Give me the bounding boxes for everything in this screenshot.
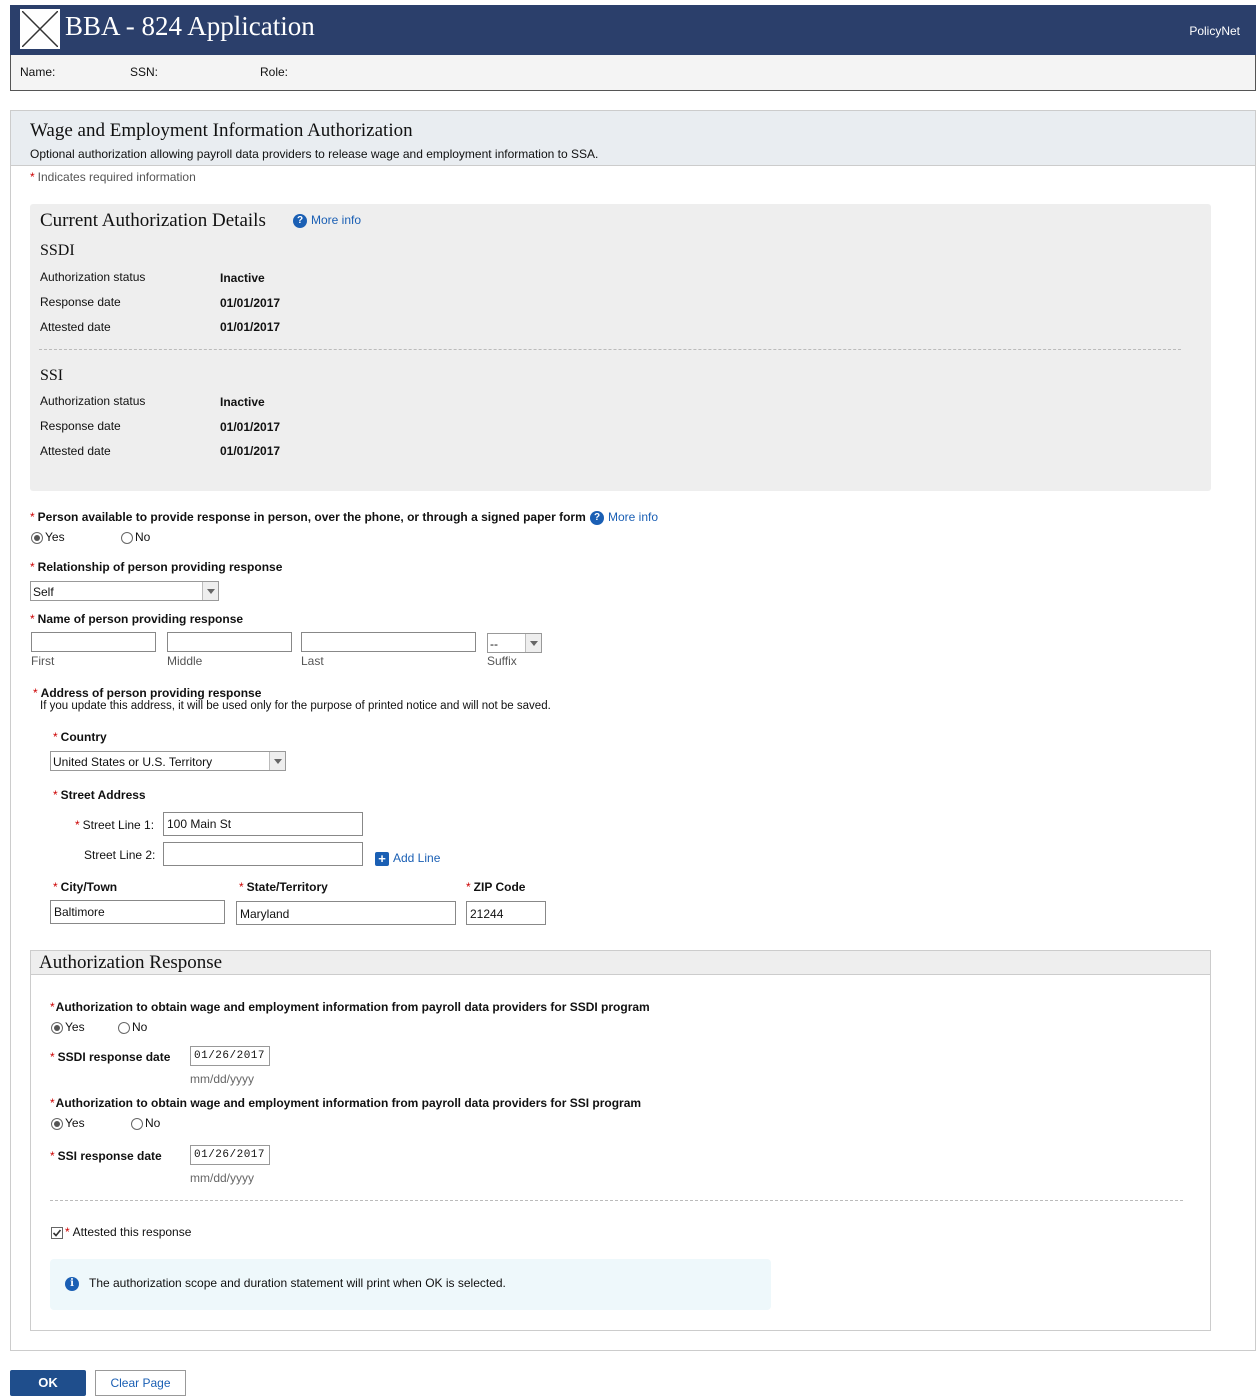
ssi-date-hint: mm/dd/yyyy [190,1171,255,1185]
radio-yes[interactable] [51,1118,63,1130]
ssi-date-input[interactable]: 01/26/2017 [190,1145,270,1165]
suffix-select[interactable]: -- [487,633,542,653]
ssi-no[interactable]: No [131,1116,160,1130]
chevron-down-icon [202,582,218,600]
info-icon: i [65,1277,79,1291]
app-header [10,5,1256,55]
current-auth-title: Current Authorization Details [40,210,266,231]
ssi-question-label: *Authorization to obtain wage and employment information from payroll data providers for SSI program [50,1096,642,1110]
radio-yes[interactable] [51,1022,63,1034]
add-line-button[interactable]: + Add Line [375,851,440,866]
required-note: * Indicates required information [30,170,196,184]
help-icon: ? [293,214,307,228]
page-title: Wage and Employment Information Authorization [30,120,413,141]
address-label: * Address of person providing response [33,686,262,700]
country-label: * Country [53,730,107,744]
ssdi-yes[interactable]: Yes [51,1020,85,1034]
ssi-status-label: Authorization status [40,394,146,408]
ssdi-status-label: Authorization status [40,270,146,284]
ssdi-question-label: *Authorization to obtain wage and employment information from payroll data providers for SSDI program [50,1000,650,1014]
first-caption: First [31,654,55,668]
state-input[interactable]: Maryland [236,901,456,925]
last-name-input[interactable] [301,632,476,652]
zip-label: * ZIP Code [466,880,526,894]
logo-placeholder-icon [20,9,60,49]
divider [39,349,1181,350]
name-label: Name: [20,65,56,79]
city-label: * City/Town [53,880,118,894]
ssdi-attested-label: Attested date [40,320,111,334]
attested-checkbox-row[interactable]: * Attested this response [51,1225,191,1239]
plus-icon: + [375,852,389,866]
state-label: * State/Territory [239,880,328,894]
help-icon: ? [590,511,604,525]
ssi-attested-value: 01/01/2017 [220,444,281,458]
ok-button[interactable]: OK [10,1370,86,1396]
ssdi-response-value: 01/01/2017 [220,296,281,310]
ssdi-no[interactable]: No [118,1020,147,1034]
ssi-response-value: 01/01/2017 [220,420,281,434]
page-subtitle: Optional authorization allowing payroll data providers to release wage and employment information to SSA. [30,147,599,161]
ssi-yes[interactable]: Yes [51,1116,85,1130]
auth-response-header [31,951,1210,975]
last-caption: Last [301,654,324,668]
person-available-no[interactable]: No [121,530,150,544]
ssdi-date-hint: mm/dd/yyyy [190,1072,255,1086]
radio-no[interactable] [118,1022,130,1034]
address-note: If you update this address, it will be used only for the purpose of printed notice and will not be saved. [40,700,551,712]
section-header [11,111,1255,166]
middle-name-input[interactable] [167,632,292,652]
first-name-input[interactable] [31,632,156,652]
ssi-date-label: * SSI response date [50,1149,162,1163]
city-input[interactable]: Baltimore [50,900,225,924]
role-label: Role: [260,65,289,79]
street-address-label: * Street Address [53,788,146,802]
current-more-info-link[interactable]: ? More info [293,213,361,228]
ssdi-attested-value: 01/01/2017 [220,320,281,334]
middle-caption: Middle [167,654,203,668]
info-message [50,1259,771,1310]
street-line1-label: * Street Line 1: [75,818,155,832]
street-line2-label: Street Line 2: [84,848,156,862]
current-auth-panel [30,204,1211,491]
radio-yes[interactable] [31,532,43,544]
ssi-heading: SSI [40,367,64,384]
app-title: BBA - 824 Application [65,11,315,41]
ssi-response-label: Response date [40,419,121,433]
ssdi-status-value: Inactive [220,271,265,285]
checkbox-checked-icon[interactable] [51,1227,63,1239]
ssi-status-value: Inactive [220,395,265,409]
radio-no[interactable] [121,532,133,544]
chevron-down-icon [269,752,285,770]
radio-no[interactable] [131,1118,143,1130]
ssdi-date-input[interactable]: 01/26/2017 [190,1046,270,1066]
user-info-bar [10,55,1256,91]
ssdi-heading: SSDI [40,242,75,259]
zip-input[interactable]: 21244 [466,901,546,925]
chevron-down-icon [525,634,541,652]
policynet-link[interactable]: PolicyNet [1189,24,1240,38]
street-line1-input[interactable]: 100 Main St [163,812,363,836]
auth-response-title: Authorization Response [39,952,223,973]
person-available-more-info[interactable]: ? More info [590,510,658,525]
name-label: * Name of person providing response [30,612,244,626]
street-line2-input[interactable] [163,842,363,866]
country-select[interactable]: United States or U.S. Territory [50,751,286,771]
ssdi-response-label: Response date [40,295,121,309]
ssi-attested-label: Attested date [40,444,111,458]
ssn-label: SSN: [130,65,159,79]
ssdi-date-label: * SSDI response date [50,1050,171,1064]
relationship-label: * Relationship of person providing response [30,560,283,574]
divider [50,1200,1183,1201]
person-available-label: * Person available to provide response in person, over the phone, or through a signed paper form [30,510,586,524]
suffix-caption: Suffix [487,654,517,668]
info-text: The authorization scope and duration statement will print when OK is selected. [89,1276,506,1290]
clear-page-button[interactable]: Clear Page [95,1370,186,1396]
person-available-yes[interactable]: Yes [31,530,65,544]
relationship-select[interactable]: Self [30,581,219,601]
